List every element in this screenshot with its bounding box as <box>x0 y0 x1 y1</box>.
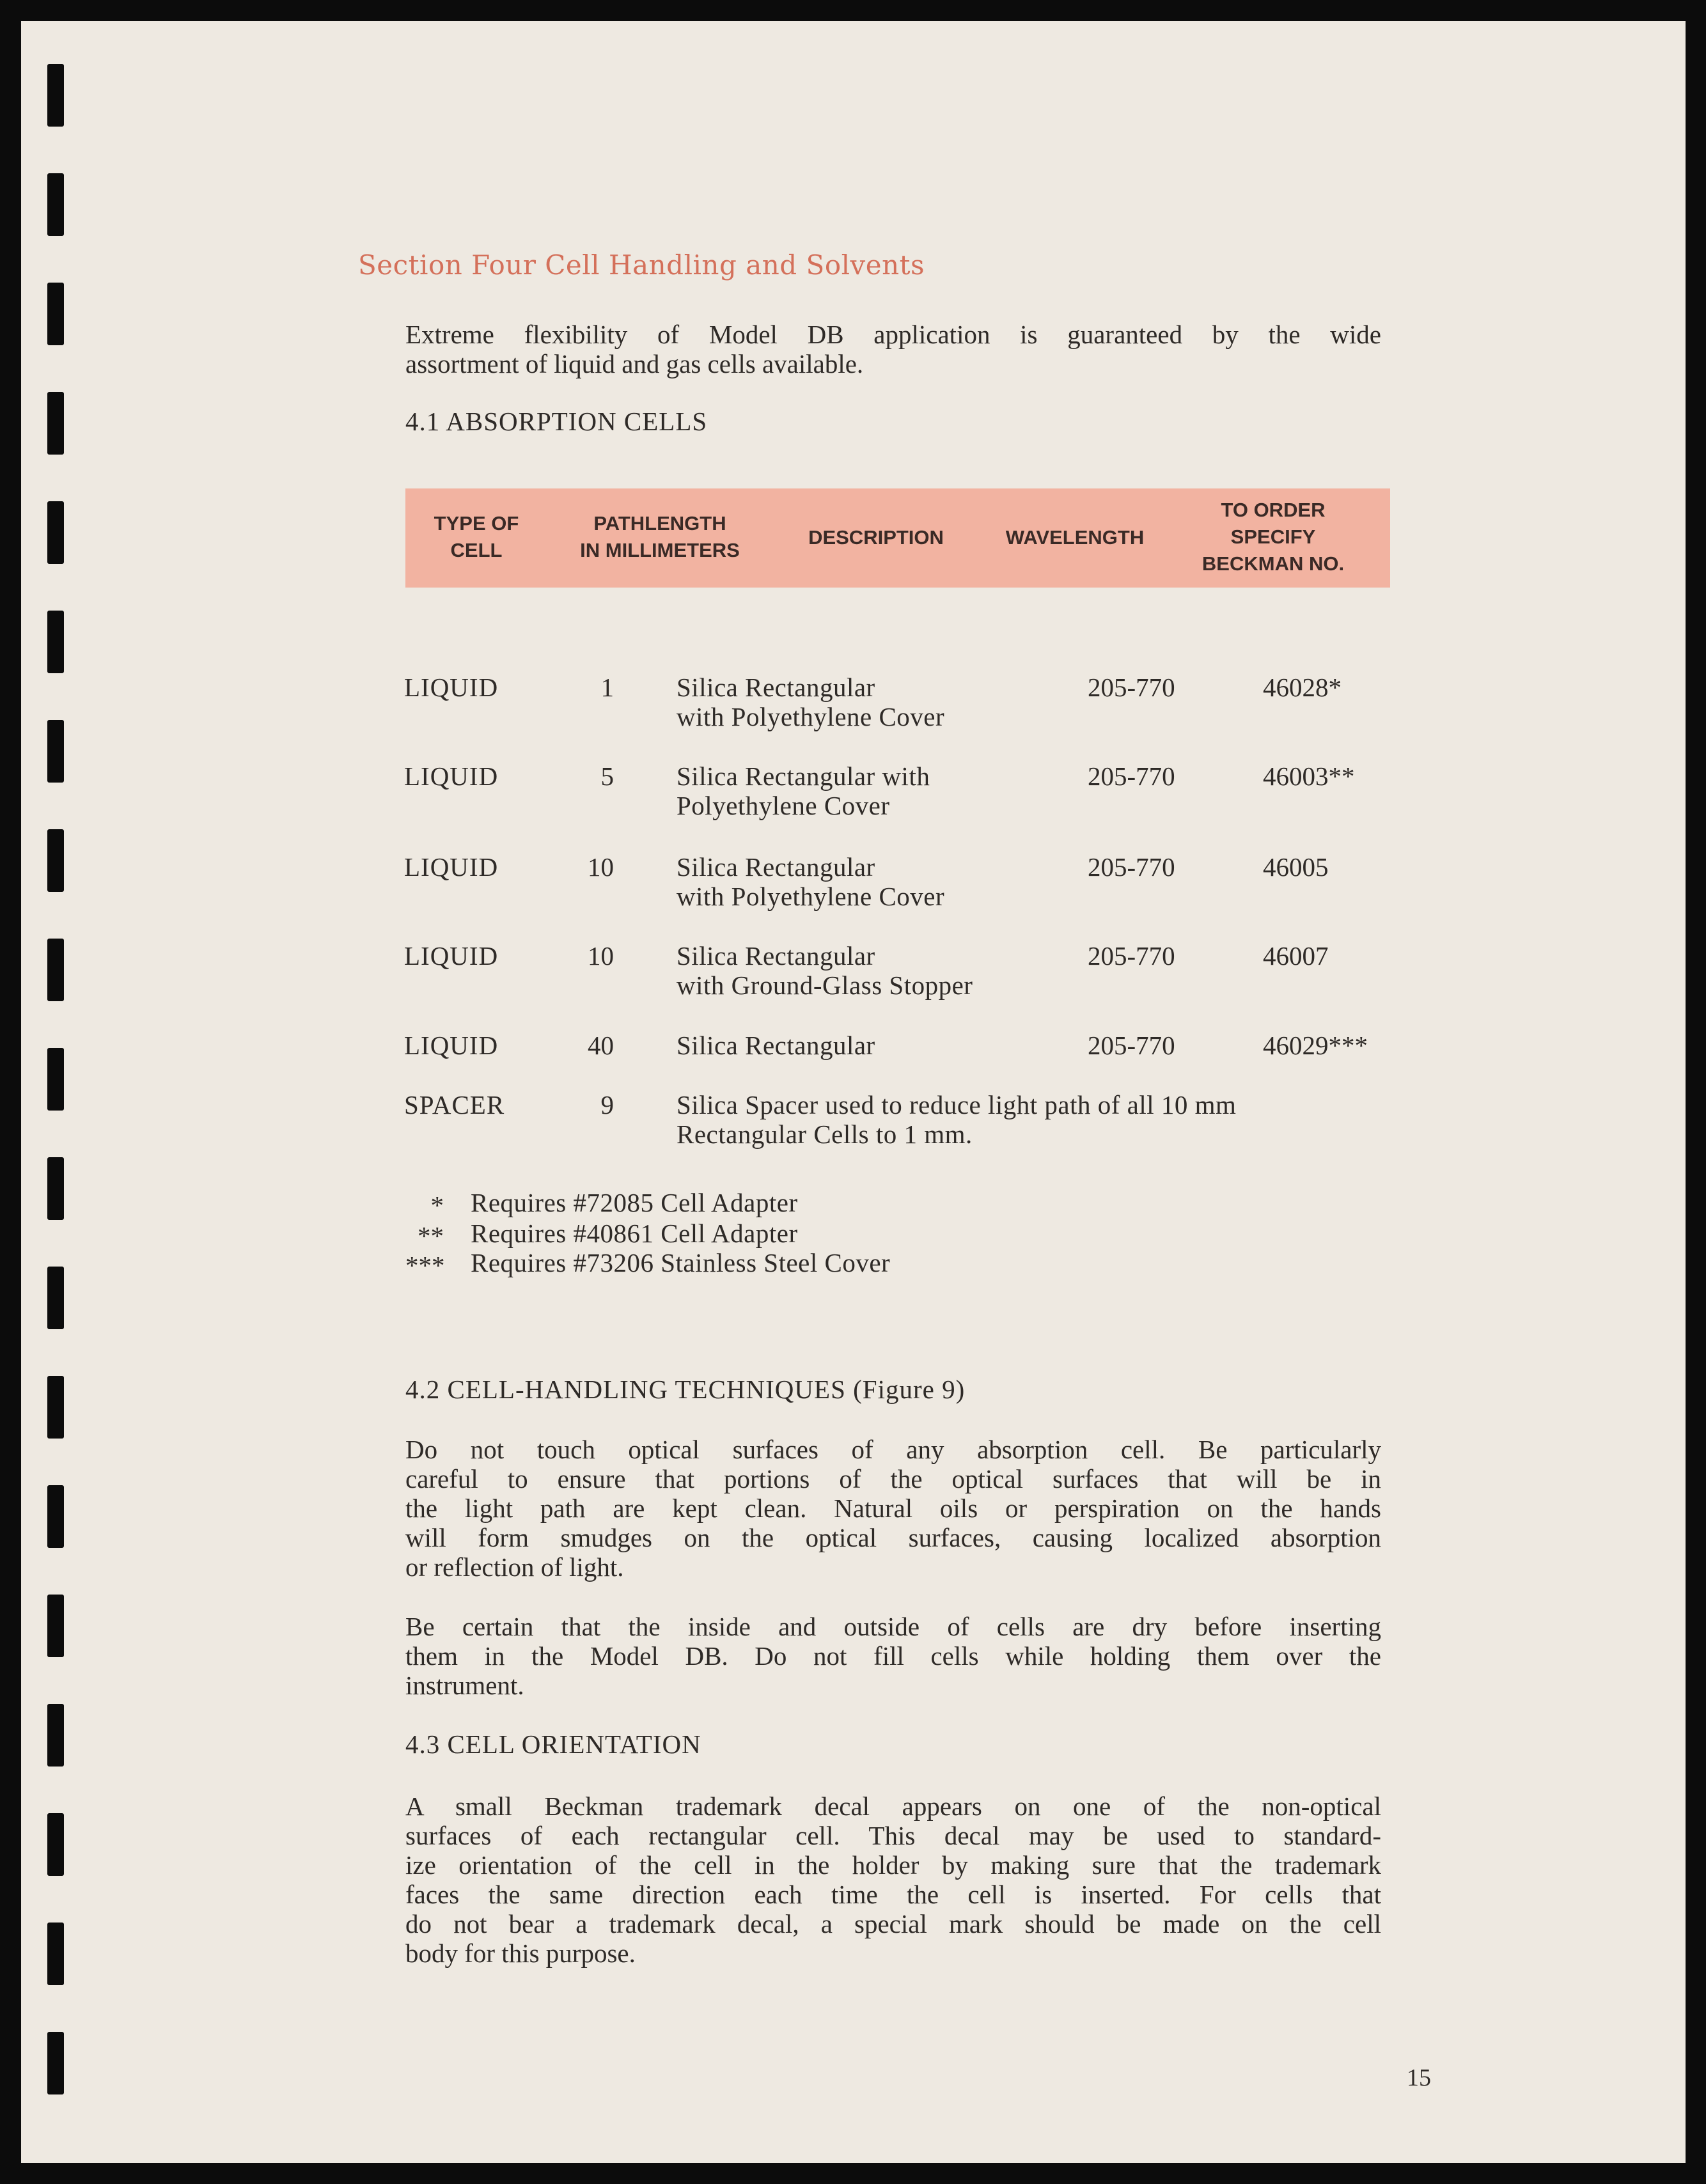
footnote-mark: *** <box>405 1251 445 1280</box>
cell-description: Silica Rectangular <box>677 941 875 971</box>
cell-beckman-number: 46003** <box>1263 761 1355 791</box>
cell-wavelength: 205-770 <box>1088 761 1175 791</box>
heading-4-3: 4.3 CELL ORIENTATION <box>405 1729 701 1759</box>
binding-hole <box>47 1157 64 1220</box>
cell-description: Rectangular Cells to 1 mm. <box>677 1119 973 1149</box>
cell-beckman-number: 46007 <box>1263 941 1329 971</box>
cell-description: Silica Spacer used to reduce light path of all 10 mm <box>677 1090 1237 1119</box>
binding-hole <box>47 1704 64 1767</box>
binding-hole <box>47 829 64 892</box>
cell-description: Silica Rectangular <box>677 673 875 702</box>
cell-wavelength: 205-770 <box>1088 673 1175 702</box>
binding-hole <box>47 173 64 236</box>
cell-wavelength: 205-770 <box>1088 1031 1175 1060</box>
cell-description: with Ground-Glass Stopper <box>677 971 973 1000</box>
header-line: TO ORDER <box>1221 499 1326 521</box>
cell-description: Silica Rectangular <box>677 852 875 882</box>
paragraph-line: the light path are kept clean. Natural oils or perspiration on the hands <box>405 1494 1381 1523</box>
paragraph-line: them in the Model DB. Do not fill cells while holding them over the <box>405 1641 1381 1671</box>
heading-4-1: 4.1 ABSORPTION CELLS <box>405 407 708 436</box>
header-line: IN MILLIMETERS <box>580 539 740 561</box>
paragraph-line: or reflection of light. <box>405 1552 624 1582</box>
footnote-text: Requires #72085 Cell Adapter <box>471 1188 798 1217</box>
cell-pathlength: 5 <box>600 761 614 791</box>
header-line: PATHLENGTH <box>593 512 726 534</box>
table-header <box>405 488 1390 588</box>
binding-hole <box>47 501 64 564</box>
binding-hole <box>47 64 64 127</box>
cell-beckman-number: 46028* <box>1263 673 1342 702</box>
binding-hole <box>47 1923 64 1985</box>
header-line: SPECIFY <box>1230 526 1316 548</box>
page-number: 15 <box>1407 2064 1431 2091</box>
paragraph-4-2-b <box>405 1612 1381 1700</box>
binding-hole <box>47 1048 64 1111</box>
paragraph-line: careful to ensure that portions of the optical surfaces that will be in <box>405 1464 1381 1494</box>
header-type-of-cell <box>434 510 519 564</box>
paragraph-4-2-a <box>405 1435 1381 1582</box>
paragraph-line: will form smudges on the optical surfaces, causing localized absorption <box>405 1523 1381 1552</box>
cell-description: Polyethylene Cover <box>677 791 890 820</box>
section-title: Section Four Cell Handling and Solvents <box>358 249 925 281</box>
binding-hole <box>47 1485 64 1548</box>
paragraph-4-3 <box>405 1791 1381 1968</box>
header-line: BECKMAN NO. <box>1201 552 1345 575</box>
cell-description: Silica Rectangular <box>677 1031 875 1060</box>
paragraph-line: instrument. <box>405 1671 524 1700</box>
binding-hole <box>47 939 64 1001</box>
cell-description: with Polyethylene Cover <box>677 882 945 911</box>
cell-pathlength: 9 <box>600 1090 614 1119</box>
binding-hole <box>47 611 64 673</box>
footnote-text: Requires #73206 Stainless Steel Cover <box>471 1248 891 1277</box>
binding-hole <box>47 1595 64 1657</box>
header-line: WAVELENGTH <box>1005 526 1145 549</box>
cell-description: with Polyethylene Cover <box>677 702 945 731</box>
cell-pathlength: 10 <box>588 852 614 882</box>
paragraph-line: faces the same direction each time the cell is inserted. For cells that <box>405 1880 1381 1909</box>
heading-4-2: 4.2 CELL-HANDLING TECHNIQUES (Figure 9) <box>405 1375 966 1404</box>
header-beckman-no <box>1202 497 1344 577</box>
paragraph-line: Be certain that the inside and outside of cells are dry before inserting <box>405 1612 1381 1641</box>
cell-type: SPACER <box>404 1090 505 1119</box>
cell-type: LIQUID <box>404 673 499 702</box>
header-line: DESCRIPTION <box>808 526 944 549</box>
paragraph-line: assortment of liquid and gas cells available. <box>405 349 864 378</box>
header-wavelength <box>1006 524 1144 551</box>
binding-hole <box>47 392 64 455</box>
intro-paragraph <box>405 320 1381 378</box>
cell-type: LIQUID <box>404 941 499 971</box>
paragraph-line: ize orientation of the cell in the holder by making sure that the trademark <box>405 1850 1381 1880</box>
footnote-text: Requires #40861 Cell Adapter <box>471 1219 798 1248</box>
paragraph-line: body for this purpose. <box>405 1938 636 1968</box>
binding-hole <box>47 1267 64 1329</box>
header-pathlength <box>580 510 740 564</box>
binding-hole <box>47 283 64 345</box>
paragraph-line: surfaces of each rectangular cell. This decal may be used to standard- <box>405 1821 1381 1850</box>
paragraph-line: A small Beckman trademark decal appears on one of the non-optical <box>405 1791 1381 1821</box>
paragraph-line: Do not touch optical surfaces of any absorption cell. Be particularly <box>405 1435 1381 1464</box>
cell-pathlength: 1 <box>600 673 614 702</box>
binding-hole <box>47 2032 64 2094</box>
cell-type: LIQUID <box>404 1031 499 1060</box>
binding-hole <box>47 1813 64 1876</box>
cell-description: Silica Rectangular with <box>677 761 930 791</box>
cell-wavelength: 205-770 <box>1088 941 1175 971</box>
cell-type: LIQUID <box>404 761 499 791</box>
binding-hole <box>47 720 64 783</box>
header-description <box>808 524 944 551</box>
cell-beckman-number: 46005 <box>1263 852 1329 882</box>
cell-pathlength: 40 <box>588 1031 614 1060</box>
cell-pathlength: 10 <box>588 941 614 971</box>
header-line: CELL <box>450 539 503 561</box>
cell-beckman-number: 46029*** <box>1263 1031 1368 1060</box>
footnote-mark: * <box>430 1190 444 1220</box>
footnote-mark: ** <box>418 1221 444 1251</box>
paragraph-line: do not bear a trademark decal, a special mark should be made on the cell <box>405 1909 1381 1938</box>
cell-wavelength: 205-770 <box>1088 852 1175 882</box>
binding-hole <box>47 1376 64 1439</box>
cell-type: LIQUID <box>404 852 499 882</box>
paragraph-line: Extreme flexibility of Model DB application is guaranteed by the wide <box>405 320 1381 349</box>
header-line: TYPE OF <box>434 512 519 534</box>
